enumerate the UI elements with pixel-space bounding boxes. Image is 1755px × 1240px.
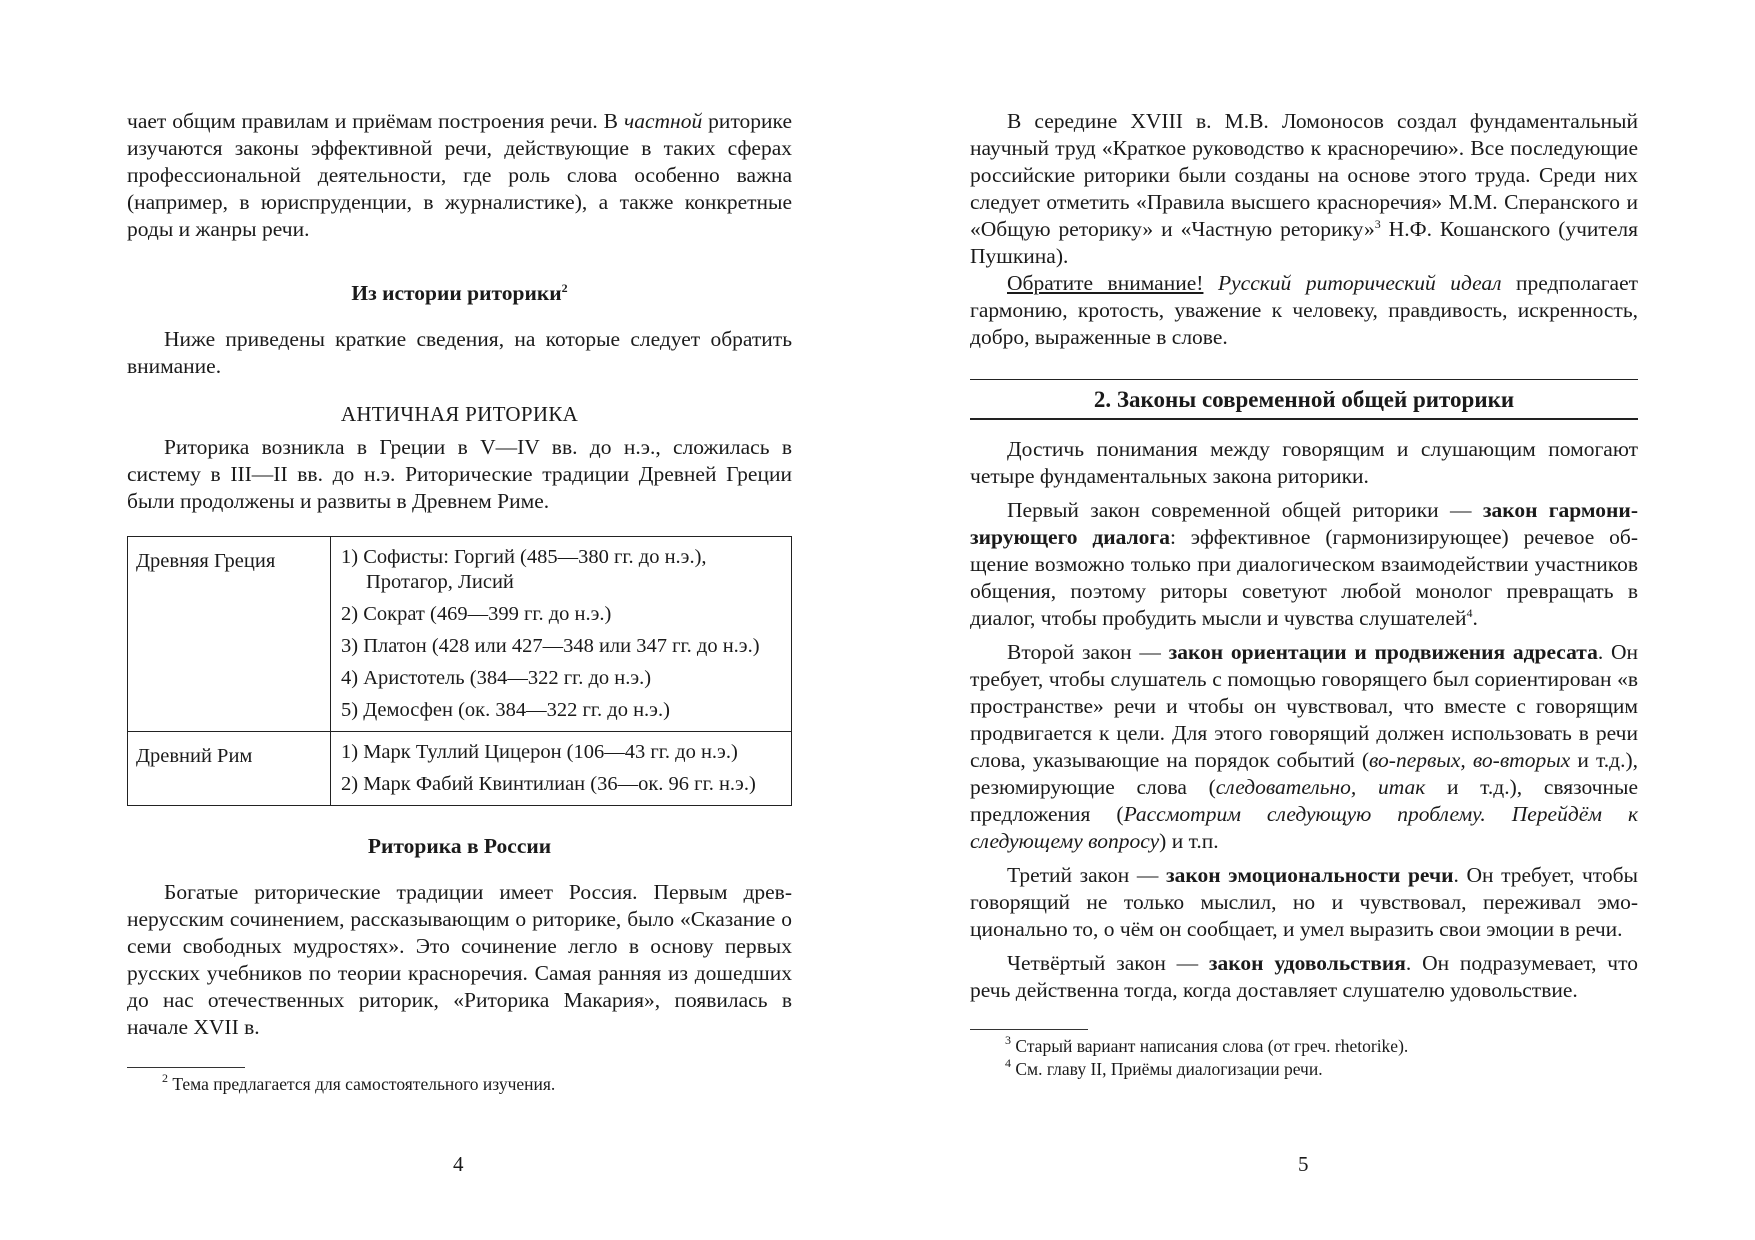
- right-text-column: [970, 108, 1638, 1081]
- russia-heading: Риторика в России: [367, 834, 552, 858]
- table-row-rome: [128, 732, 792, 806]
- law-2-paragraph: Второй закон — закон ориентации и продвижения адресата. Он требует, чтобы слушатель с помощью говорящего был сориентирован «в пространстве» речи и чтобы он чувствовал, что вместе с говорящим продвигается к цели. Для этого говорящий должен использовать в речи слова, указывающие на порядок событий (во-первых, во-вторых и т.д.), резюмирующие слова (следовательно, итак и т.д.), связочные предложения (Рассмотрим следующую проблему. Перейдём к следующему вопросу) и т.п.: [970, 640, 1639, 853]
- section-title: 2. Законы современной общей риторики: [970, 379, 1638, 420]
- page-number: 4: [453, 1152, 464, 1176]
- table-row-greece: [128, 537, 792, 732]
- attention-note: Обратите внимание!: [1007, 271, 1204, 295]
- history-heading: Из истории риторики$^2$: [351, 281, 568, 305]
- law-1-paragraph: Первый закон современной общей риторики — закон гармонизирующего диалога: эффективное (гармонизирующее) речевое общение возможно только при диалогическом взаимодействии участников общения, поэтому риторы советуют любой монолог превращать в диалог, чтобы пробудить мысли и чувства слушателей$^4$.: [970, 498, 1638, 630]
- antique-paragraph: Риторика возникла в Греции в V—IV вв. до н.э., сложилась в систему в III—II вв. до н.э. Риторические традиции Древней Греции были продолжены и развиты в Древнем Риме.: [127, 435, 792, 513]
- history-intro-paragraph: Ниже приведены краткие сведения, на которые следует обратить внимание.: [127, 327, 792, 378]
- era-cell: Древний Рим: [128, 732, 331, 806]
- russia-paragraph: Богатые риторические традиции имеет Россия. Первым древнерусским сочинением, рассказывающим о риторике, было «Сказание о семи свободных мудростях». Это сочинение легло в основу первых русских учебников по теории красноречия. Самая ранняя из дошедших до нас отечественных риторик, «Риторика Макария», появилась в начале XVII в.: [127, 880, 792, 1039]
- page-number: 5: [1298, 1152, 1309, 1176]
- left-text-column: [127, 108, 792, 1096]
- footnote-3: $^3$ Старый вариант написания слова (от греч. rhetorike).: [1005, 1033, 1409, 1056]
- people-cell: [331, 537, 792, 732]
- rhetoric-history-table: [127, 536, 792, 806]
- list-item: 5) Демосфен (ок. 384—322 гг. до н.э.): [341, 699, 670, 721]
- list-item: 1) Софисты: Горгий (485—380 гг. до н.э.), Протагор, Лисий: [341, 546, 707, 593]
- footnote-2: $^2$ Тема предлагается для самостоятельного изучения.: [162, 1071, 556, 1094]
- law-3-paragraph: Третий закон — закон эмоциональности речи. Он требует, чтобы говорящий не только мыслил, но и чувствовал, переживал эмоционально то, о чём он сообщает, и умел выразить свои эмоции в речи.: [970, 863, 1638, 941]
- people-cell: [331, 732, 792, 806]
- list-item: 4) Аристотель (384—322 гг. до н.э.): [341, 667, 652, 689]
- right-page: [877, 0, 1755, 1240]
- laws-intro-paragraph: Достичь понимания между говорящим и слушающим помогают четыре фундаментальных закона риторики.: [970, 437, 1638, 488]
- list-item: 2) Сократ (469—399 гг. до н.э.): [341, 603, 612, 625]
- law-4-paragraph: Четвёртый закон — закон удовольствия. Он подразумевает, что речь действенна тогда, когда доставляет слушателю удовольствие.: [970, 951, 1638, 1002]
- list-item: 3) Платон (428 или 427—348 или 347 гг. до н.э.): [341, 635, 760, 657]
- lomonosov-paragraph: В середине XVIII в. М.В. Ломоносов создал фундаментальный научный труд «Краткое руководство к красноречию». Все последующие российские риторики были созданы на основе этого труда. Среди них следует отметить «Правила высшего красноречия» М.М. Сперанского и «Общую реторику» и «Частную реторику»$^3$ Н.Ф. Кошанского (учителя Пушкина).: [970, 109, 1638, 268]
- list-item: 1) Марк Туллий Цицерон (106—43 гг. до н.э.): [341, 741, 738, 763]
- footnote-4: $^4$ См. главу II, Приёмы диалогизации речи.: [1005, 1056, 1323, 1079]
- list-item: 2) Марк Фабий Квинтилиан (36—ок. 96 гг. н.э.): [341, 773, 756, 795]
- intro-paragraph: чает общим правилам и приёмам построения речи. В частной риторике изучаются законы эффективной речи, действующие в таких сферах профессиональной деятельности, где роль слова особенно важна (например, в юриспруденции, в журналистике), а также конкретные роды и жанры речи.: [127, 109, 793, 241]
- attention-paragraph: Обратите внимание! Русский риторический идеал предполагает гармонию, кротость, уважение к человеку, правдивость, искренность, добро, выраженные в слове.: [970, 271, 1639, 349]
- era-cell: Древняя Греция: [128, 537, 331, 732]
- left-page: [0, 0, 877, 1240]
- antique-heading: АНТИЧНАЯ РИТОРИКА: [340, 402, 579, 426]
